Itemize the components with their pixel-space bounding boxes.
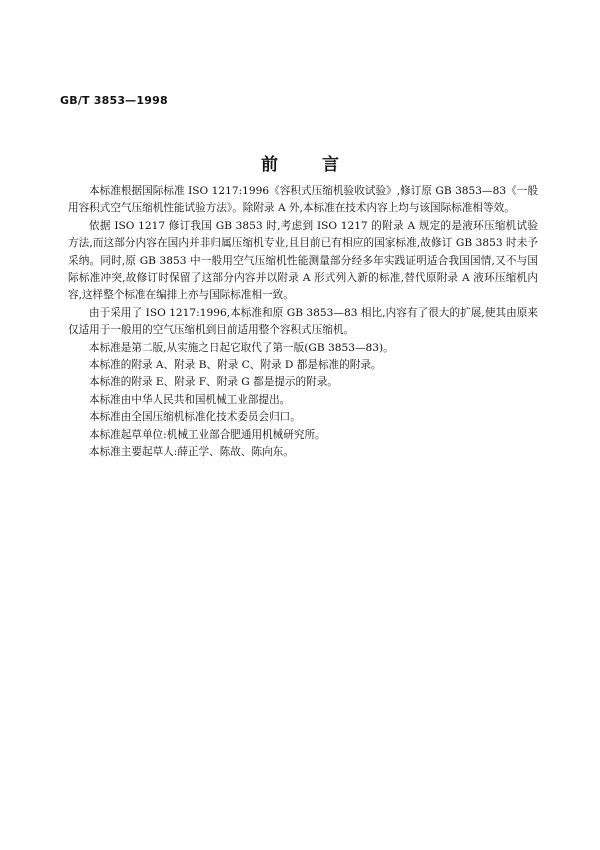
page-title: 前言 xyxy=(261,155,383,175)
paragraph: 本标准主要起草人:薛正学、陈故、陈向东。 xyxy=(89,446,294,459)
paragraph: 本标准由中华人民共和国机械工业部提出。 xyxy=(89,393,291,406)
paragraph: 本标准起草单位:机械工业部合肥通用机械研究所。 xyxy=(89,428,326,441)
paragraph: 由于采用了 ISO 1217:1996,本标准和原 GB 3853—83 相比,内容有了很大的扩展,使其由原来仅适用于一般用的空气压缩机到目前适用整个容积式压缩机。 xyxy=(68,306,538,337)
paragraph: 本标准的附录 E、附录 F、附录 G 都是提示的附录。 xyxy=(89,376,338,389)
standard-code: GB/T 3853—1998 xyxy=(60,94,168,107)
paragraph: 本标准由全国压缩机标准化技术委员会归口。 xyxy=(89,411,301,424)
foreword-body xyxy=(68,183,538,462)
paragraph: 依据 ISO 1217 修订我国 GB 3853 时,考虑到 ISO 1217 的附录 A 规定的是液环压缩机试验方法,而这部分内容在国内并非归属压缩机专业,且目前已有相应的国家标准,故修订 GB 3853 时未予采纳。同时,原 GB 3853 中一般用空气压缩机性能测量部分经多年实践证明适合我国国情,又不与国际标准冲突,故修订时保留了这部分内容并以附录 A 形式列入新的标准,替代原附录 A 液环压缩机内容,这样整个标准在编排上亦与国际标准相一致。 xyxy=(68,219,538,302)
paragraph: 本标准是第二版,从实施之日起它取代了第一版(GB 3853—83)。 xyxy=(89,341,394,354)
paragraph: 本标准根据国际标准 ISO 1217:1996《容积式压缩机验收试验》,修订原 GB 3853—83《一般用容积式空气压缩机性能试验方法》。除附录 A 外,本标准在技术内容上均与该国际标准相等效。 xyxy=(68,185,538,215)
paragraph: 本标准的附录 A、附录 B、附录 C、附录 D 都是标准的附录。 xyxy=(89,359,382,372)
